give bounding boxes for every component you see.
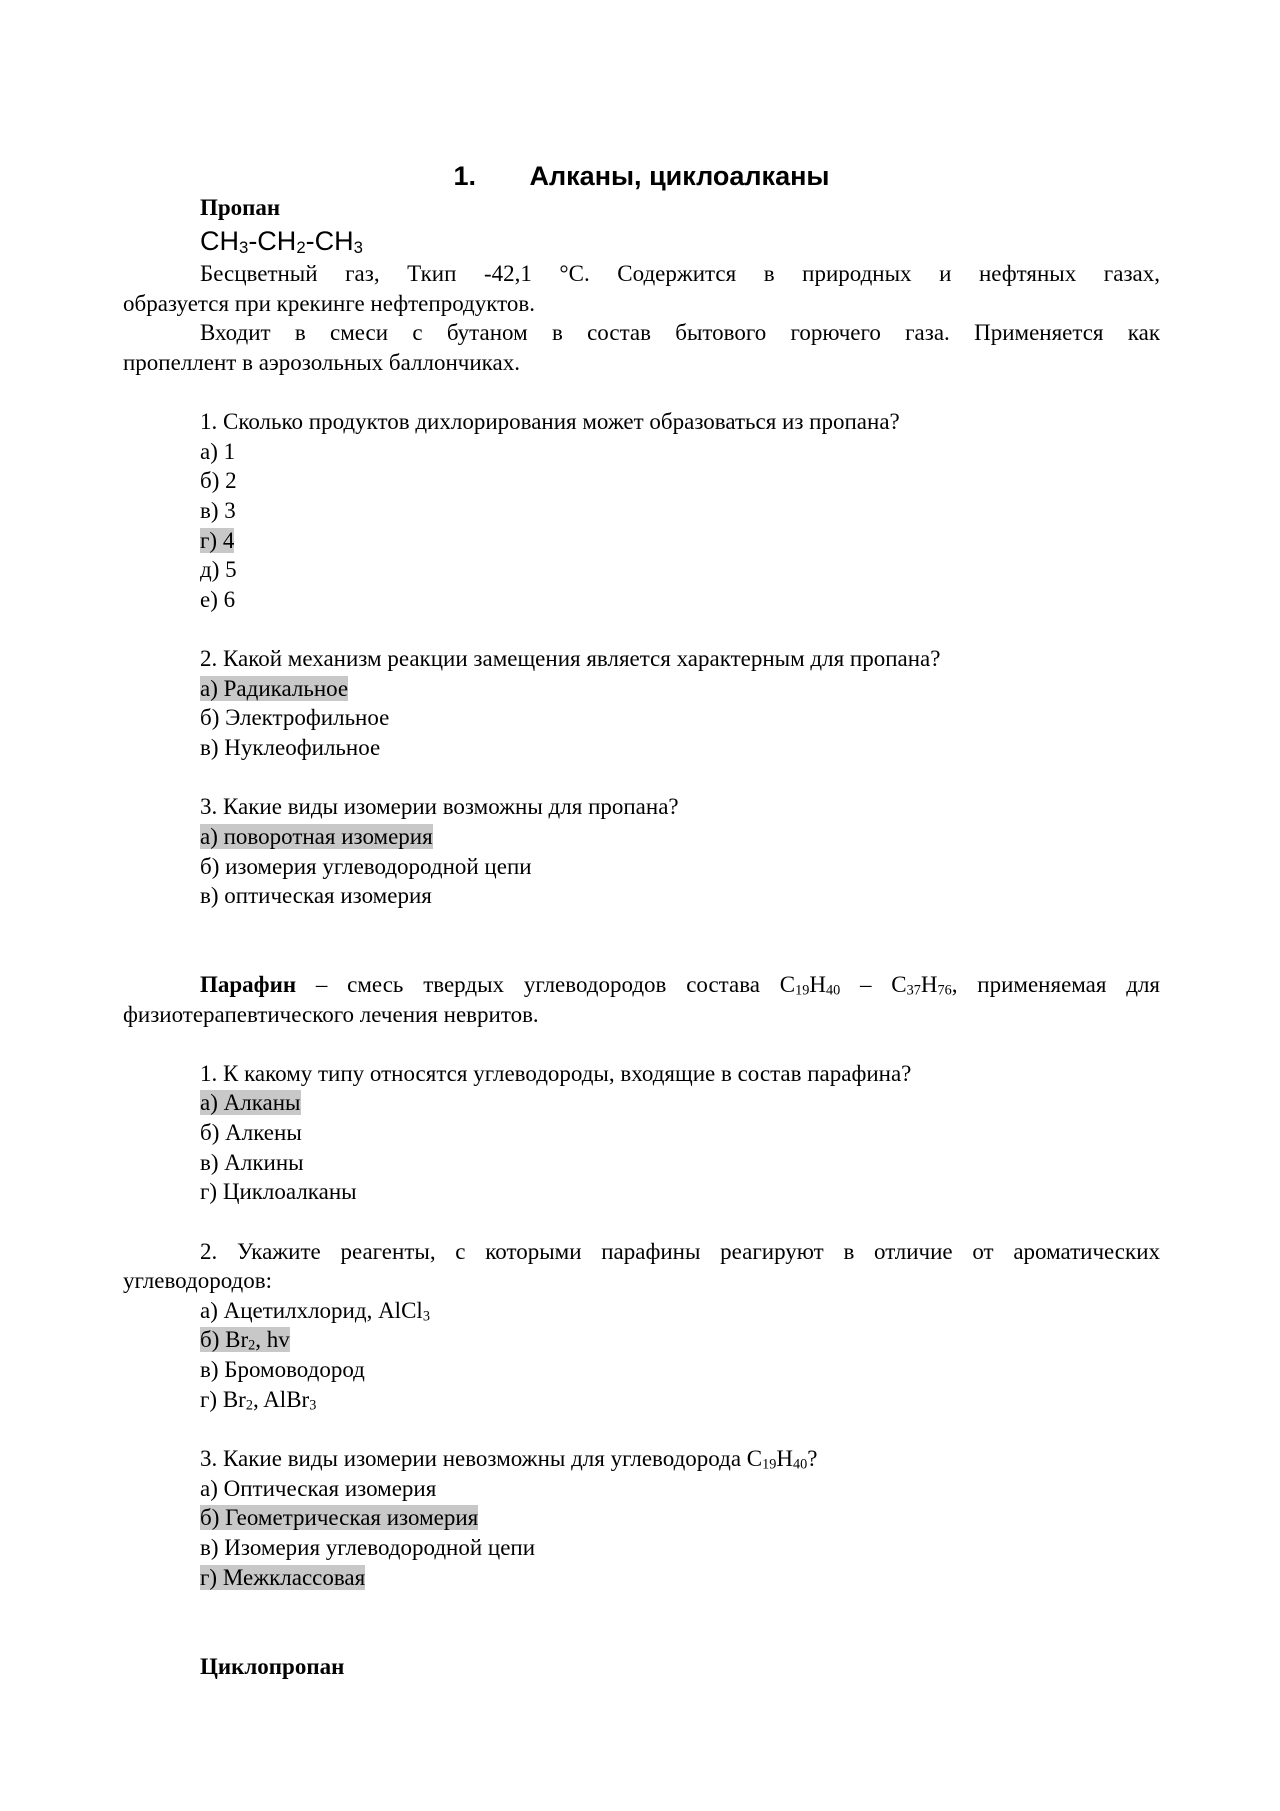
section-heading (123, 158, 1160, 194)
paraffin-q1-option-d: г) Циклоалканы (200, 1179, 357, 1204)
paraffin-q1-option-b: б) Алкены (200, 1120, 302, 1145)
propane-q1-question: 1. Сколько продуктов дихлорирования может образоваться из пропана? (200, 409, 900, 434)
paraffin-q2-option-c: в) Бромоводород (200, 1357, 365, 1382)
paraffin-intro-line1: Парафин – смесь твердых углеводородов состава $C_{19}H_{40} - C_{37}H_{76}$, применяемая для (200, 972, 1160, 999)
propane-q1-option-e: д) 5 (200, 557, 237, 582)
propane-q2-option-a (200, 674, 348, 704)
paraffin-q3-option-d (200, 1563, 365, 1593)
paraffin-q2-option-d: г) $Br_2$, AlBr$_3$ (200, 1387, 317, 1414)
paraffin-q1-option-a (200, 1088, 301, 1118)
paraffin-q1-question: 1. К какому типу относятся углеводороды, входящие в состав парафина? (200, 1061, 912, 1086)
paraffin-intro-line2: физиотерапевтического лечения невритов. (123, 1002, 539, 1027)
paraffin-q2-option-b (200, 1325, 290, 1355)
paraffin-q3-question: 3. Какие виды изомерии невозможны для углеводорода $C_{19}H_{40}$? (200, 1446, 818, 1473)
propane-desc2-line2: пропеллент в аэрозольных баллончиках. (123, 350, 520, 375)
answer-highlight: а) Алканы (200, 1090, 301, 1115)
paraffin-title: Парафин (200, 972, 297, 997)
propane-desc1-line2: образуется при крекинге нефтепродуктов. (123, 291, 535, 316)
propane-formula: $CH_3-CH_2-CH_3$ (200, 226, 363, 257)
propane-q1-option-c: в) 3 (200, 498, 236, 523)
answer-highlight: б) $Br_2$, hv (200, 1327, 290, 1354)
answer-highlight: б) Геометрическая изомерия (200, 1505, 479, 1530)
answer-highlight: г) Межклассовая (200, 1565, 366, 1590)
propane-q3-question: 3. Какие виды изомерии возможны для пропана? (200, 794, 679, 819)
propane-q1-option-f: е) 6 (200, 587, 236, 612)
cyclopropane-title: Циклопропан (200, 1654, 345, 1679)
propane-q1-option-b: б) 2 (200, 468, 237, 493)
propane-q1-option-d (200, 526, 234, 556)
heading-title: Алканы, циклоалканы (529, 161, 830, 191)
propane-desc1-line1: Бесцветный газ, Ткип -42,1 °С. Содержится в природных и нефтяных газах, (200, 261, 1160, 286)
heading-number: 1. (453, 161, 477, 191)
propane-q3-option-c: в) оптическая изомерия (200, 883, 432, 908)
propane-desc2-line1: Входит в смеси с бутаном в состав бытового горючего газа. Применяется как (200, 320, 1160, 345)
answer-highlight: а) поворотная изомерия (200, 824, 433, 849)
paraffin-q1-option-c: в) Алкины (200, 1150, 304, 1175)
propane-q3-option-b: б) изомерия углеводородной цепи (200, 854, 532, 879)
propane-q2-option-c: в) Нуклеофильное (200, 735, 381, 760)
paraffin-q3-option-a: а) Оптическая изомерия (200, 1476, 437, 1501)
propane-q1-option-a: а) 1 (200, 439, 236, 464)
paraffin-q3-option-c: в) Изомерия углеводородной цепи (200, 1535, 536, 1560)
answer-highlight: г) 4 (200, 528, 235, 553)
paraffin-q2-option-a: а) Ацетилхлорид, AlCl$_3$ (200, 1298, 430, 1325)
propane-q2-option-b: б) Электрофильное (200, 705, 390, 730)
answer-highlight: а) Радикальное (200, 676, 349, 701)
propane-title: Пропан (200, 195, 281, 220)
propane-q3-option-a (200, 822, 433, 852)
propane-q2-question: 2. Какой механизм реакции замещения является характерным для пропана? (200, 646, 941, 671)
paraffin-q2-question-line2: углеводородов: (123, 1268, 272, 1293)
paraffin-q2-question-line1: 2. Укажите реагенты, с которыми парафины реагируют в отличие от ароматических (200, 1239, 1160, 1264)
paraffin-q3-option-b (200, 1503, 478, 1533)
